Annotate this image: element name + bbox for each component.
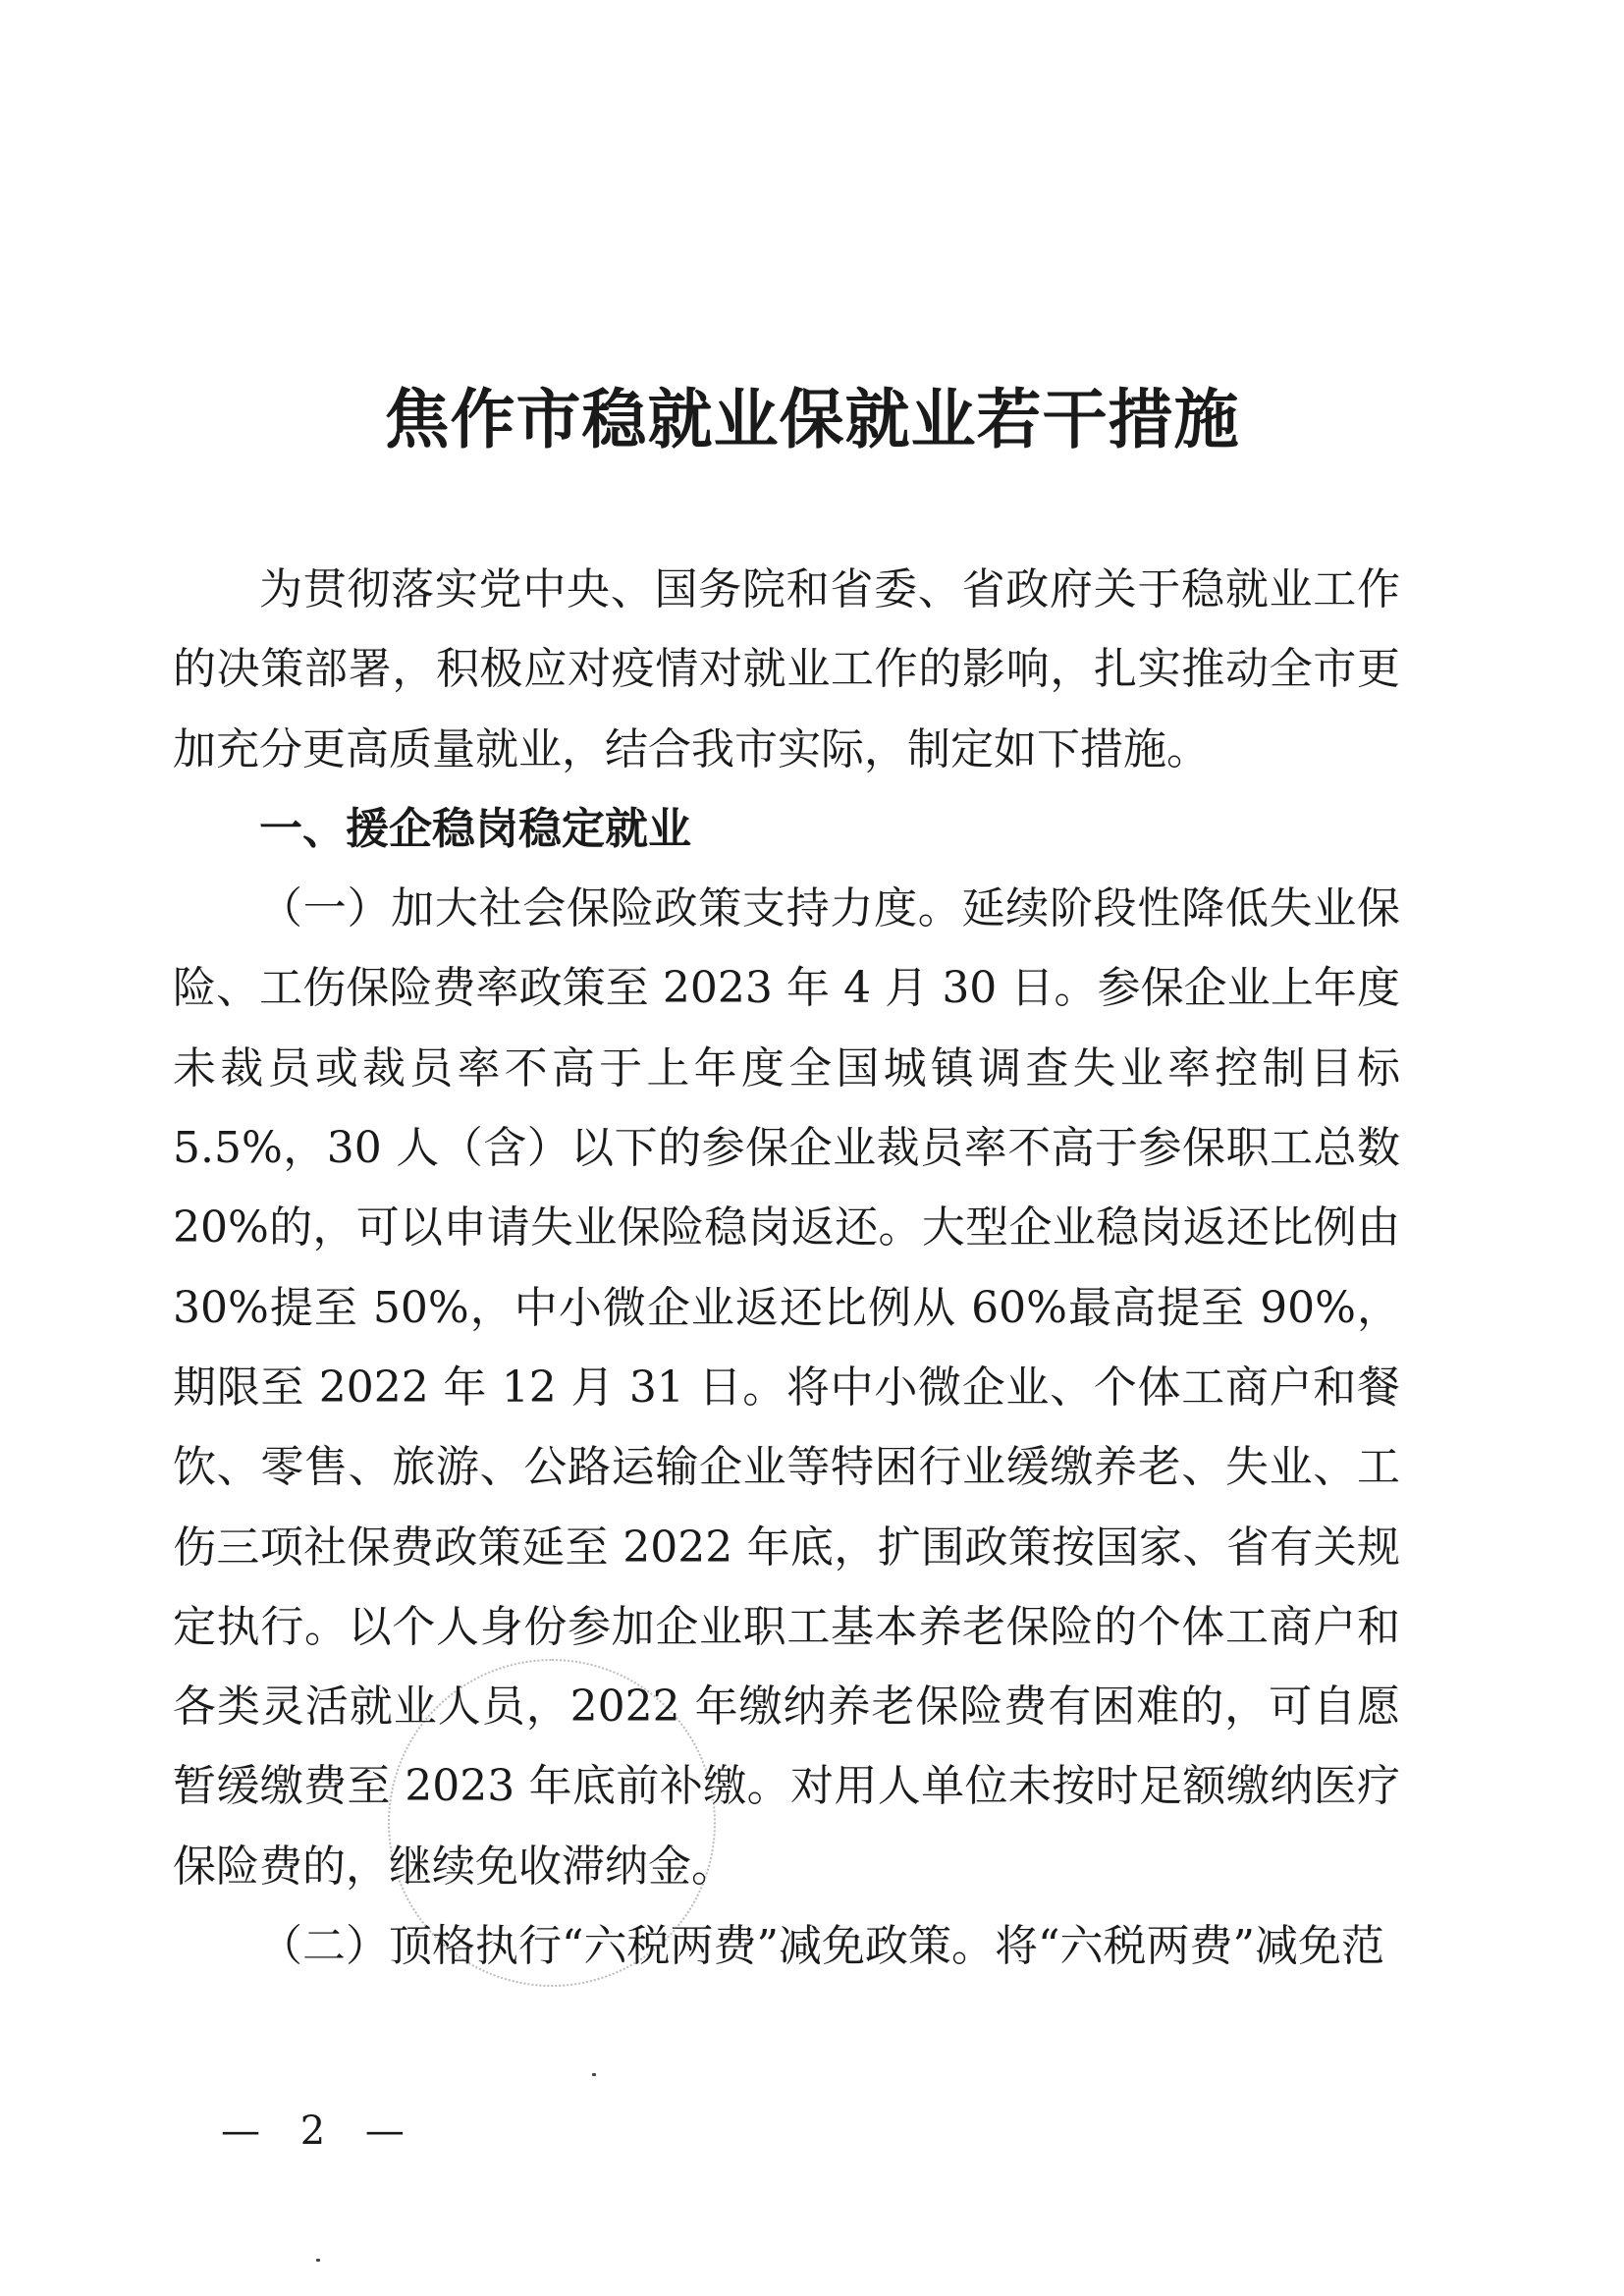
document-body: [173, 550, 1400, 1986]
page-number: — 2 —: [221, 2109, 418, 2154]
document-title: 焦作市稳就业保就业若干措施: [384, 382, 1240, 457]
paragraph-item-2: （二）顶格执行“六税两费”减免政策。将“六税两费”减免范: [259, 1921, 1384, 1972]
scan-speck: [316, 2259, 320, 2262]
paragraph-item-1: （一）加大社会保险政策支持力度。延续阶段性降低失业保险、工伤保险费率政策至 2023 年 4 月 30 日。参保企业上年度未裁员或裁员率不高于上年度全国城镇调查失业率控制目标 5.5%，30 人（含）以下的参保企业裁员率不高于参保职工总数 20%的，可以申请失业保险稳岗返还。大型企业稳岗返还比例由 30%提至 50%，中小微企业返还比例从 60%最高提至 90%，期限至 2022 年 12 月 31 日。将中小微企业、个体工商户和餐饮、零售、旅游、公路运输企业等特困行业缓缴养老、失业、工伤三项社保费政策延至 2022 年底，扩围政策按国家、省有关规定执行。以个人身份参加企业职工基本养老保险的个体工商户和各类灵活就业人员，2022 年缴纳养老保险费有困难的，可自愿暂缓缴费至 2023 年底前补缴。对用人单位未按时足额缴纳医疗保险费的，继续免收滞纳金。: [173, 883, 1400, 1892]
scan-speck: [592, 2073, 596, 2076]
section-heading: 一、援企稳岗稳定就业: [259, 803, 691, 854]
intro-paragraph: 为贯彻落实党中央、国务院和省委、省政府关于稳就业工作的决策部署，积极应对疫情对就业工作的影响，扎实推动全市更加充分更高质量就业，结合我市实际，制定如下措施。: [173, 564, 1400, 774]
